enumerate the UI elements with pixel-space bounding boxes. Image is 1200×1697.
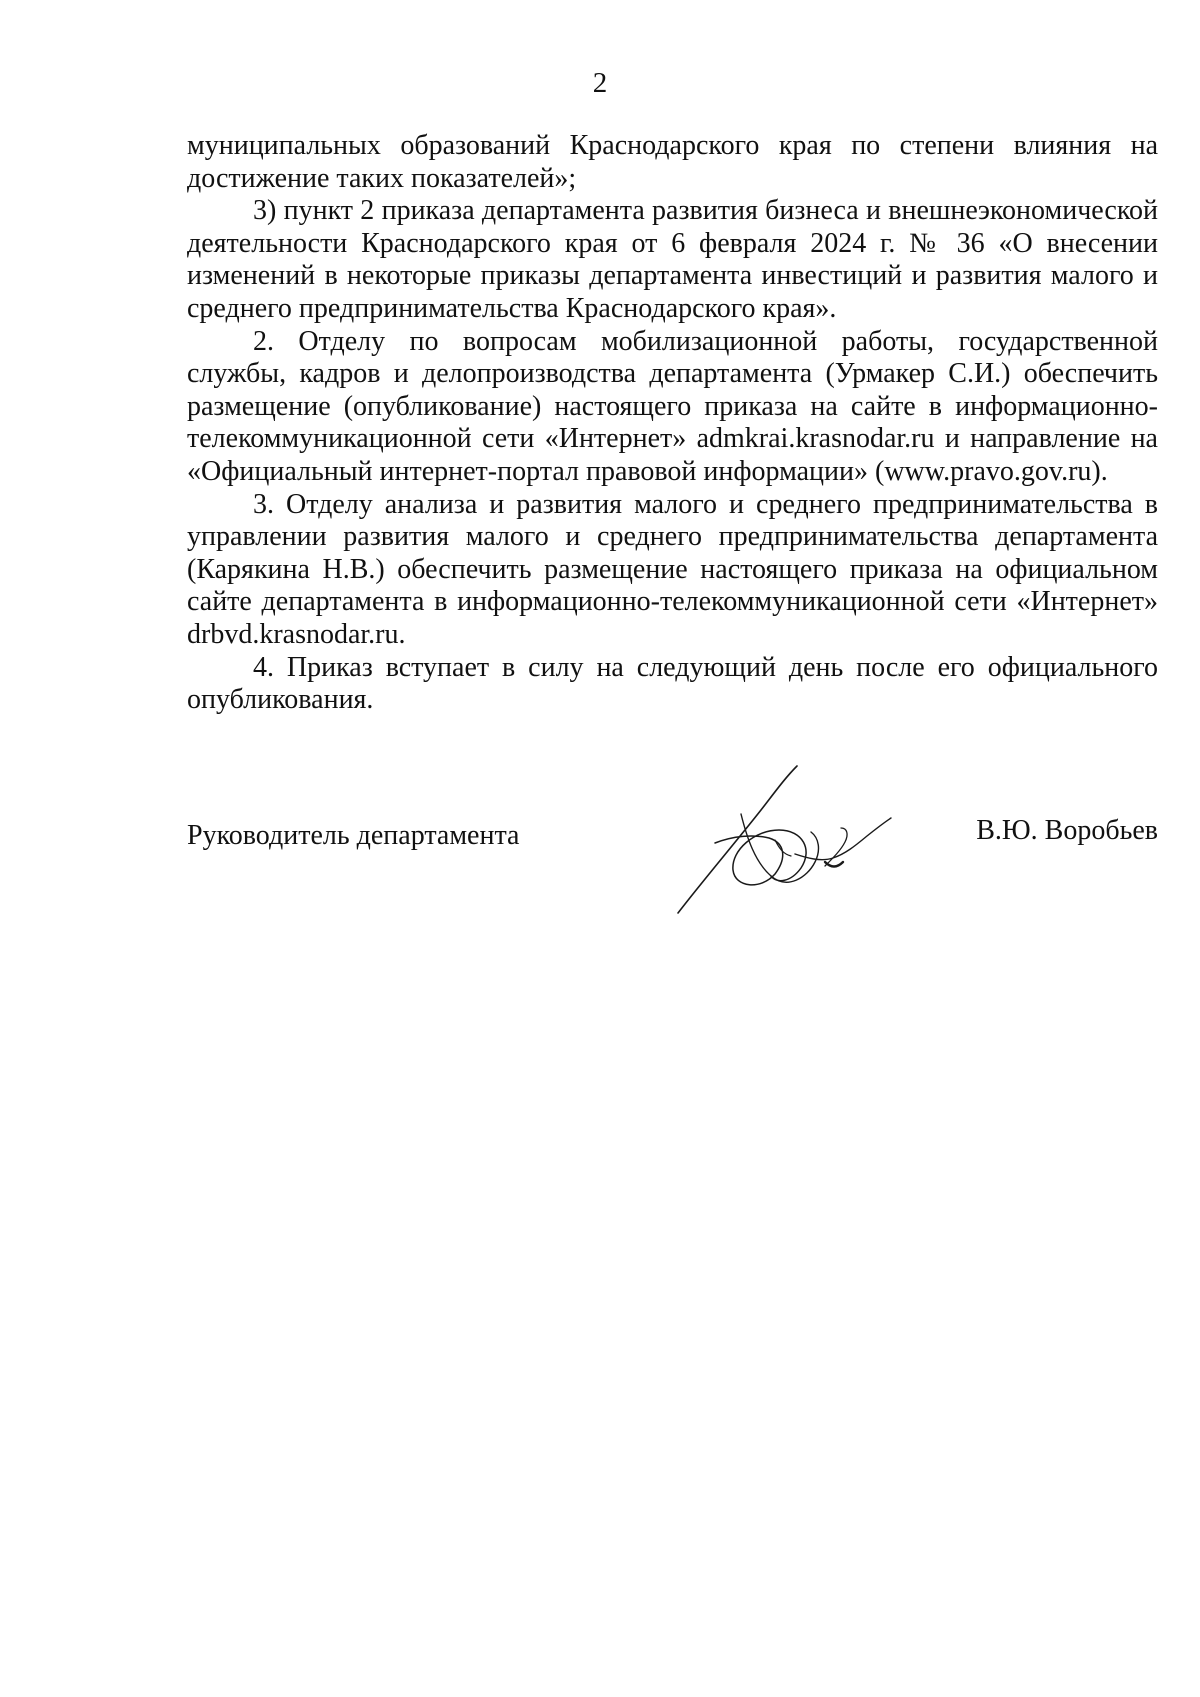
- paragraph-clause-4: 4. Приказ вступает в силу на следующий день после его официального опубликования.: [187, 651, 1158, 716]
- paragraph-item-3: 3) пункт 2 приказа департамента развития бизнеса и внешнеэкономической деятельности Краснодарского края от 6 февраля 2024 г. № 36 «О внесении изменений в некоторые приказы департамента инвестиций и развития малого и среднего предпринимательства Краснодарского края».: [187, 195, 1158, 324]
- order-body: [187, 130, 1158, 717]
- paragraph-clause-3: 3. Отделу анализа и развития малого и среднего предпринимательства в управлении развития малого и среднего предпринимательства департамента (Карякина Н.В.) обеспечить размещение настоящего приказа на официальном сайте департамента в информационно-телекоммуникационной сети «Интернет» drbvd.krasnodar.ru.: [187, 488, 1158, 650]
- signatory-position: Руководитель департамента: [187, 820, 520, 851]
- paragraph-continuation: муниципальных образований Краснодарского края по степени влияния на достижение таких показателей»;: [187, 130, 1158, 194]
- signatory-name: В.Ю. Воробьев: [976, 815, 1158, 846]
- page-number: 2: [592, 67, 608, 99]
- paragraph-clause-2: 2. Отделу по вопросам мобилизационной работы, государственной службы, кадров и делопроизводства департамента (Урмакер С.И.) обеспечить размещение (опубликование) настоящего приказа на сайте в информационно-телекоммуникационной сети «Интернет» admkrai.krasnodar.ru и направление на «Официальный интернет-портал правовой информации» (www.pravo.gov.ru).: [187, 325, 1158, 487]
- handwritten-signature: [675, 758, 895, 918]
- signature-block: [187, 810, 1158, 910]
